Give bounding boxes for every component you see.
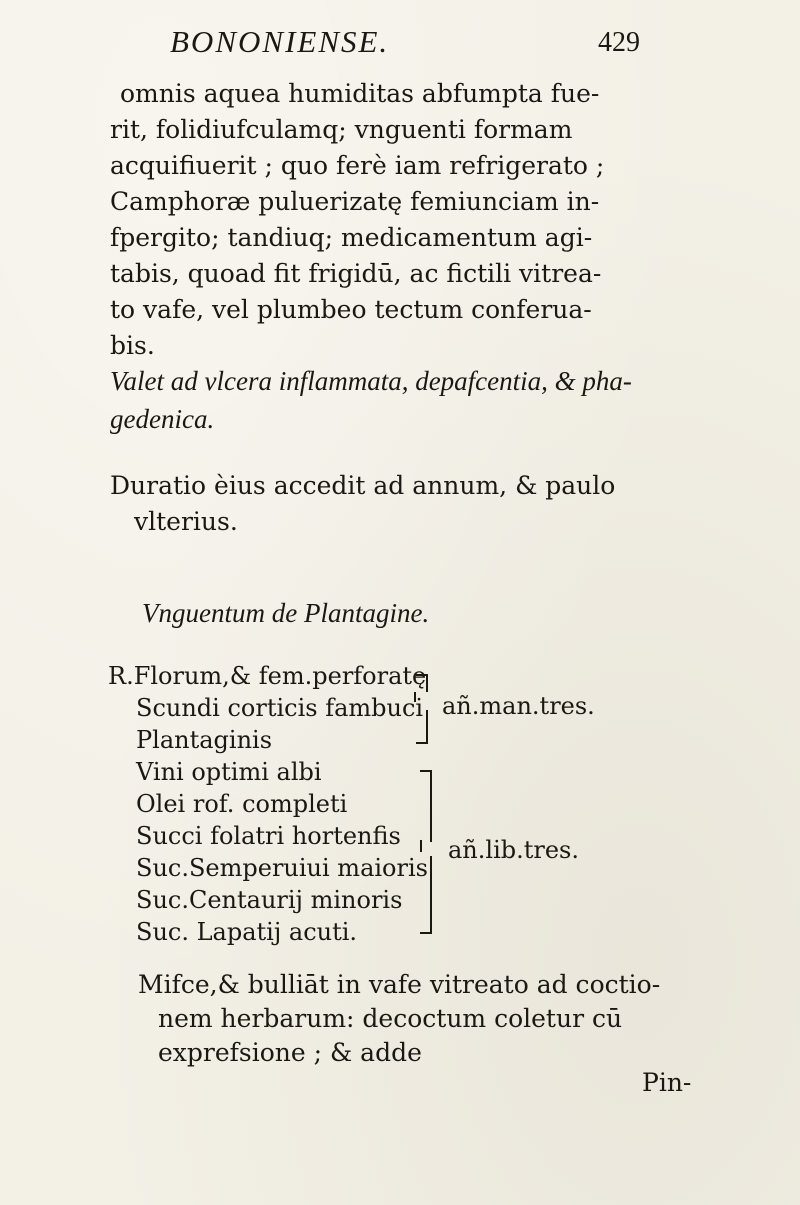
recipe-ingredient: Plantaginis — [136, 726, 273, 754]
page-number: 429 — [598, 27, 640, 58]
indication-note — [110, 362, 730, 438]
recipe-list — [108, 660, 788, 960]
text-line: nem herbarum: decoctum coletur cū — [158, 1004, 623, 1033]
running-title: BONONIENSE. — [170, 24, 390, 59]
recipe-ingredient: Vini optimi albi — [136, 758, 322, 786]
text-line: Duratio èius accedit ad annum, & paulo — [110, 471, 616, 500]
text-line: to vafe, vel plumbeo tectum conferua- — [110, 295, 592, 324]
paragraph-1 — [110, 76, 710, 364]
recipe-ingredient: Scundi corticis fambuci — [136, 694, 424, 722]
text-line: omnis aquea humiditas abfumpta fue- — [120, 79, 600, 108]
recipe-heading: Vnguentum de Plantagine. — [142, 598, 430, 628]
recipe-ingredient: Suc.Semperuiui maioris — [136, 854, 428, 882]
recipe-ingredient: R.Florum,& fem.perforatę — [108, 662, 427, 690]
text-line: tabis, quoad fit frigidū, ac fictili vitrea- — [110, 259, 602, 288]
text-line: bis. — [110, 331, 155, 360]
paragraph-2 — [110, 468, 710, 540]
page-header — [170, 22, 640, 62]
recipe-ingredient: Suc.Centaurij minoris — [136, 886, 403, 914]
paragraph-3 — [110, 968, 710, 1070]
text-line: Valet ad vlcera inflammata, depafcentia, & pha- — [110, 366, 632, 396]
text-line: exprefsione ; & adde — [158, 1038, 422, 1067]
text-line: Mifce,& bulliāt in vafe vitreato ad coctio- — [138, 970, 661, 999]
text-line: Camphoræ puluerizatę femiunciam in- — [110, 187, 600, 216]
text-line: gedenica. — [110, 404, 215, 434]
recipe-ingredient: Suc. Lapatij acuti. — [136, 918, 358, 946]
recipe-quantity: añ.lib.tres. — [448, 836, 580, 864]
text-line: rit, folidiufculamq; vnguenti formam — [110, 115, 573, 144]
text-line: acquifiuerit ; quo ferè iam refrigerato ; — [110, 151, 605, 180]
recipe-ingredient: Succi folatri hortenfis — [136, 822, 401, 850]
recipe-ingredient: Olei rof. completi — [136, 790, 348, 818]
text-line: fpergito; tandiuq; medicamentum agi- — [110, 223, 593, 252]
recipe-quantity: añ.man.tres. — [442, 692, 595, 720]
catchword: Pin- — [642, 1068, 692, 1097]
text-line: vlterius. — [134, 507, 238, 536]
